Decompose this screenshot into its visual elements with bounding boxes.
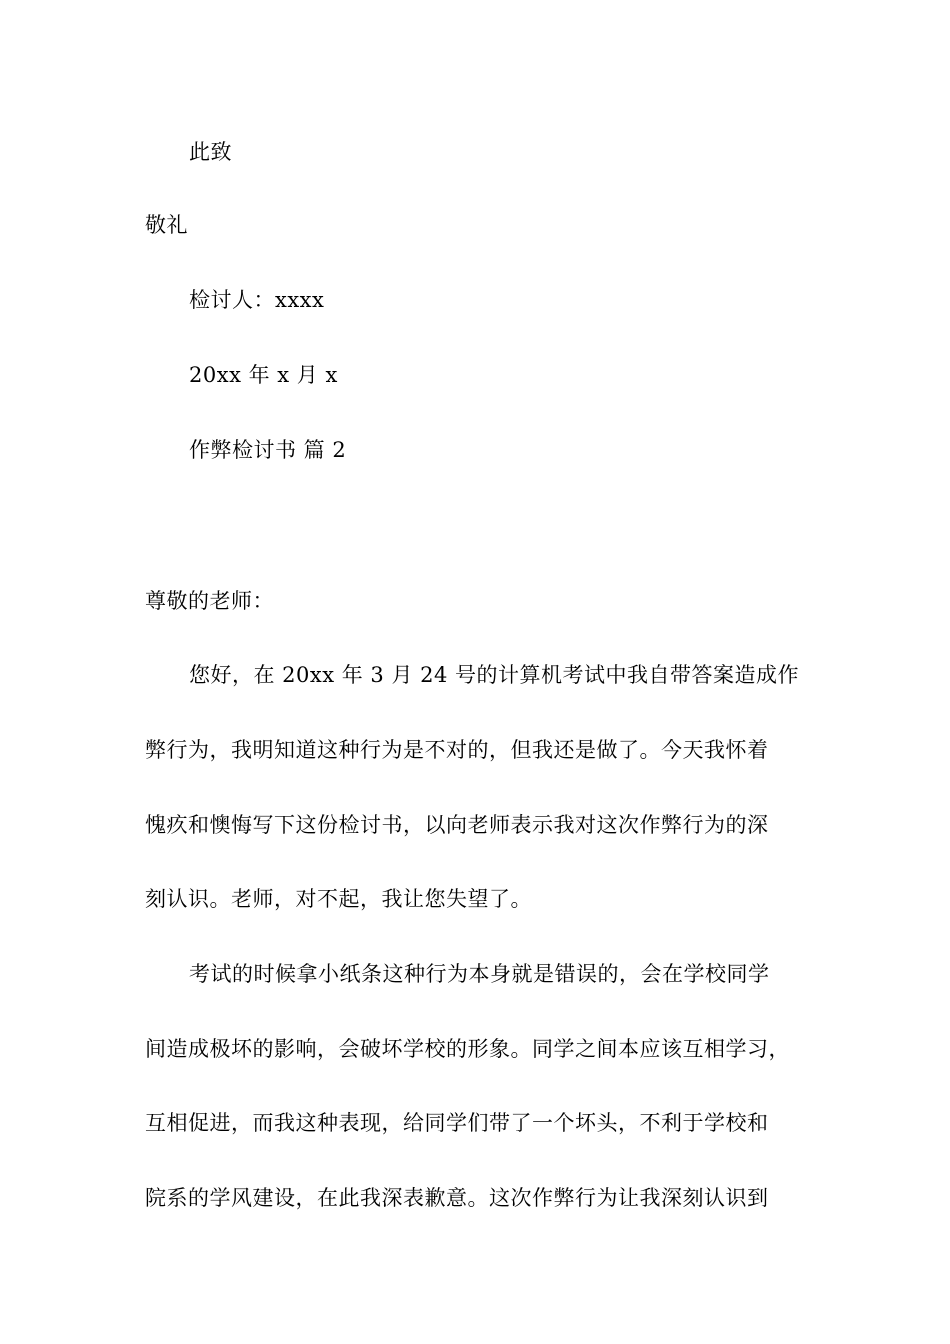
closing-ci-zhi: 此致 <box>189 140 232 164</box>
paragraph-line: 弊行为，我明知道这种行为是不对的，但我还是做了。今天我怀着 <box>145 738 769 762</box>
paragraph-line: 间造成极坏的影响，会破坏学校的形象。同学之间本应该互相学习， <box>145 1037 790 1061</box>
salutation: 尊敬的老师： <box>145 589 274 613</box>
paragraph-line: 刻认识。老师，对不起，我让您失望了。 <box>145 887 532 911</box>
paragraph-line: 您好，在 20xx 年 3 月 24 号的计算机考试中我自带答案造成作 <box>189 663 800 687</box>
paragraph-line: 考试的时候拿小纸条这种行为本身就是错误的，会在学校同学 <box>189 962 770 986</box>
paragraph-line: 愧疚和懊悔写下这份检讨书，以向老师表示我对这次作弊行为的深 <box>145 813 769 837</box>
signature-date: 20xx 年 x 月 x <box>189 363 338 387</box>
paragraph-line: 院系的学风建设，在此我深表歉意。这次作弊行为让我深刻认识到 <box>145 1186 769 1210</box>
author-signature: 检讨人：xxxx <box>189 288 325 312</box>
section-title: 作弊检讨书 篇 2 <box>189 438 347 462</box>
closing-jing-li: 敬礼 <box>145 213 188 237</box>
paragraph-line: 互相促进，而我这种表现，给同学们带了一个坏头，不利于学校和 <box>145 1111 769 1135</box>
